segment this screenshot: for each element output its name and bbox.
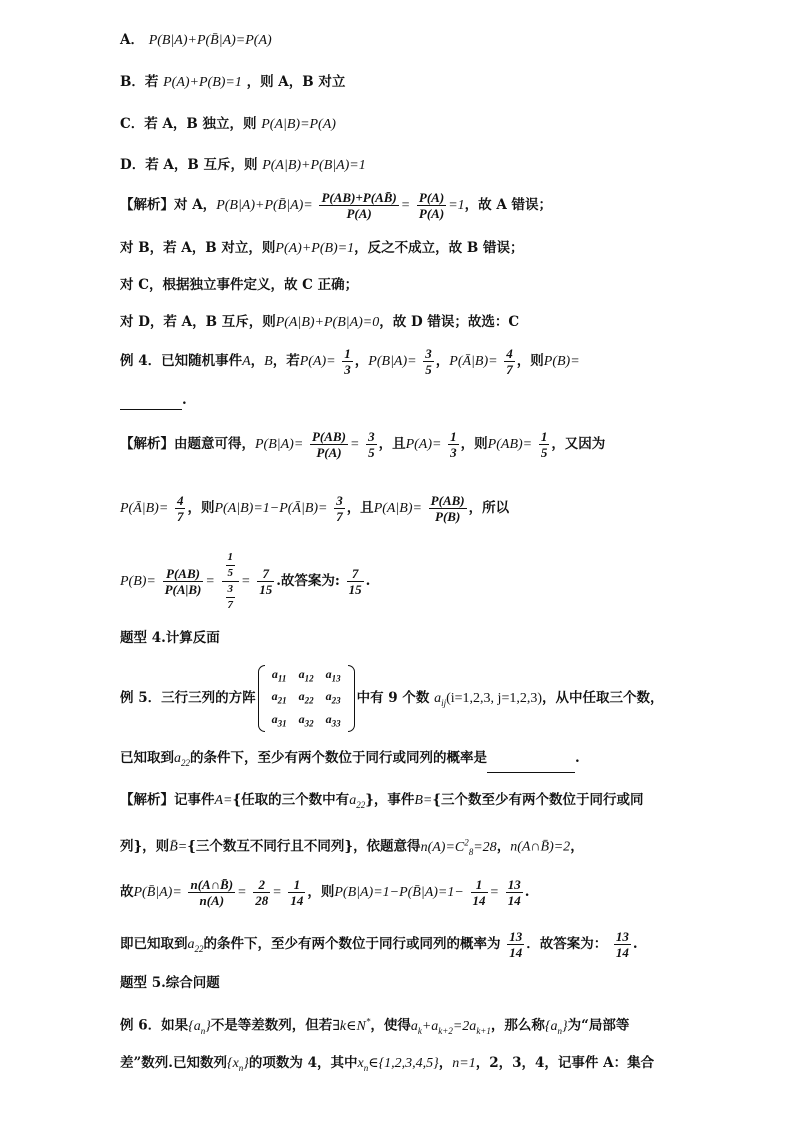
matrix-cell: $a_{32}$ (298, 711, 314, 729)
analysis-3-line-2: 对 B，若 A，B 对立，则P(A)+P(B)=1，反之不成立，故 B 错误； (120, 240, 524, 256)
matrix-3x3 (258, 665, 355, 732)
matrix-cell: $a_{12}$ (298, 667, 314, 684)
example-5-line-2: 已知取到$a_{22}$的条件下，至少有两个数位于同行或同列的概率是 . (120, 748, 754, 773)
fraction: $\frac{1}{14}$ (472, 877, 486, 908)
fraction: $\frac{1}{3}$ (450, 429, 457, 460)
fraction: $\frac{7}{15}$ (348, 566, 362, 597)
answer-blank (487, 758, 575, 773)
example-4-answer-blank: . (120, 390, 754, 410)
analysis-3-line-1: 【解析】对 A，P(B|A)+P(B̄|A)= $\frac{P(AB)+P(AB̄)}{P(A)}$ = $\frac{P(A)}{P(A)}$ =1，故 A 错误； (120, 190, 553, 221)
fraction: $\frac{P(AB)+P(AB̄)}{P(A)}$ (321, 190, 397, 221)
example-6-line-1: 例 6．如果$\{a_n\}$不是等差数列，但若∃k∈N*，使得$a_k+a_{k+2}=2a_{k+1}$，那么称$\{a_n\}$为“局部等 (120, 1016, 630, 1036)
analysis-4-line-3: P(B)= $\frac{P(AB)}{P(A|B)}$ = $\frac{\frac{1}{5}}{\frac{3}{7}}$ = $\frac{7}{15}$ .故答案为: $\frac{7}{15}$ . (120, 551, 371, 611)
analysis-4-line-2: P(Ā|B)= $\frac{4}{7}$ ，则P(A|B)=1−P(Ā|B)= $\frac{3}{7}$ ，且P(A|B)= $\frac{P(AB)}{P(B)}$ ，所以 (120, 493, 510, 524)
matrix-cell: $a_{31}$ (271, 711, 287, 729)
complex-fraction: $\frac{\frac{1}{5}}{\frac{3}{7}}$ (222, 550, 240, 613)
option-d: D．若 A，B 互斥，则 P(A|B)+P(B|A)=1 (120, 157, 366, 173)
example-4: 例 4．已知随机事件A，B，若P(A)= $\frac{1}{3}$ ，P(B|A)= $\frac{3}{5}$ ，P(Ā|B)= $\frac{4}{7}$ ，则P(B)= (120, 346, 580, 377)
section-heading-type-5: 题型 5.综合问题 (120, 975, 220, 991)
fraction: $\frac{3}{5}$ (368, 429, 375, 460)
analysis-3-line-3: 对 C，根据独立事件定义，故 C 正确； (120, 277, 359, 293)
analysis-5-line-2: 列}，则B̄={三个数互不同行且不同列}，依题意得$n(A)=C^2_8=28$，n(A∩B̄)=2， (120, 837, 584, 857)
fraction: $\frac{13}{14}$ (615, 929, 629, 960)
analysis-5-line-4: 即已知取到$a_{22}$的条件下，至少有两个数位于同行或同列的概率为 $\frac{13}{14}$ ．故答案为： $\frac{13}{14}$ . (120, 929, 638, 960)
fraction: $\frac{4}{7}$ (176, 493, 184, 524)
fraction: $\frac{13}{14}$ (509, 929, 523, 960)
fraction: $\frac{n(A\cap B̄)}{n(A)}$ (190, 877, 234, 908)
analysis-3-line-4: 对 D，若 A，B 互斥，则P(A|B)+P(B|A)=0，故 D 错误；故选：C (120, 314, 520, 330)
fraction: $\frac{3}{7}$ (336, 493, 343, 524)
matrix-cell: $a_{21}$ (271, 689, 287, 706)
fraction: $\frac{P(AB)}{P(B)}$ (430, 493, 465, 524)
analysis-5-line-1: 【解析】记事件A={任取的三个数中有$a_{22}$}，事件B={三个数至少有两个数位于同行或同 (120, 792, 644, 810)
fraction: $\frac{1}{5}$ (540, 429, 548, 460)
example-6-line-2: 差”数列.已知数列$\{x_n\}$的项数为 4，其中$x_n\in\{1,2,3,4,5\}$，n=1，2，3，4，记事件 A：集合 (120, 1055, 655, 1073)
example-5-line-1: 例 5．三行三列的方阵 $a_{11}$ $a_{12}$ $a_{13}$ $a_{21}$ $a_{22}$ $a_{23}$ $a_{31}$ $a_{32}$ $a_{33}$ 中有 9 个数 $a_{ij}(i=1,2,3$, j=1,2,3)，从中任取三个数， (120, 665, 754, 733)
matrix-cell: $a_{23}$ (325, 689, 341, 706)
option-a-expr: P(B|A)+P(B̄|A)=P(A) (148, 33, 272, 48)
fraction: $\frac{1}{3}$ (344, 346, 351, 377)
matrix-cell: $a_{13}$ (325, 667, 341, 684)
section-heading-type-4: 题型 4.计算反面 (120, 630, 220, 646)
analysis-4-line-1: 【解析】由题意可得，P(B|A)= $\frac{P(AB)}{P(A)}$ = $\frac{3}{5}$ ，且P(A)= $\frac{1}{3}$ ，则P(AB)= $\frac{1}{5}$ ，又因为 (120, 429, 606, 460)
aij: $a_{ij}$ (434, 691, 447, 708)
fraction: $\frac{7}{15}$ (259, 566, 273, 597)
fraction: $\frac{P(AB)}{P(A|B)}$ (164, 566, 202, 597)
analysis-5-line-3: 故P(B̄|A)= $\frac{n(A\cap B̄)}{n(A)}$ = $\frac{2}{28}$ = $\frac{1}{14}$ ，则P(B|A)=1−P(B̄|A)=1− $\frac{1}{14}$ = $\frac{13}{14}$ . (120, 877, 530, 908)
fraction: $\frac{1}{14}$ (290, 877, 304, 908)
answer-blank (120, 395, 182, 410)
fraction: $\frac{3}{5}$ (425, 346, 432, 377)
matrix-cell: $a_{11}$ (271, 667, 287, 684)
fraction: $\frac{P(A)}{P(A)}$ (418, 190, 445, 221)
fraction: $\frac{2}{28}$ (255, 877, 269, 908)
fraction: $\frac{P(AB)}{P(A)}$ (311, 429, 346, 460)
fraction: $\frac{13}{14}$ (507, 877, 521, 908)
fraction: $\frac{4}{7}$ (506, 346, 513, 377)
matrix-cell: $a_{33}$ (325, 711, 341, 729)
matrix-cell: $a_{22}$ (298, 689, 314, 706)
option-a: A． P(B|A)+P(B̄|A)=P(A) (120, 32, 272, 48)
option-b: B．若 P(A)+P(B)=1 ，则 A，B 对立 (120, 74, 346, 90)
option-c: C．若 A，B 独立，则 P(A|B)=P(A) (120, 116, 336, 132)
